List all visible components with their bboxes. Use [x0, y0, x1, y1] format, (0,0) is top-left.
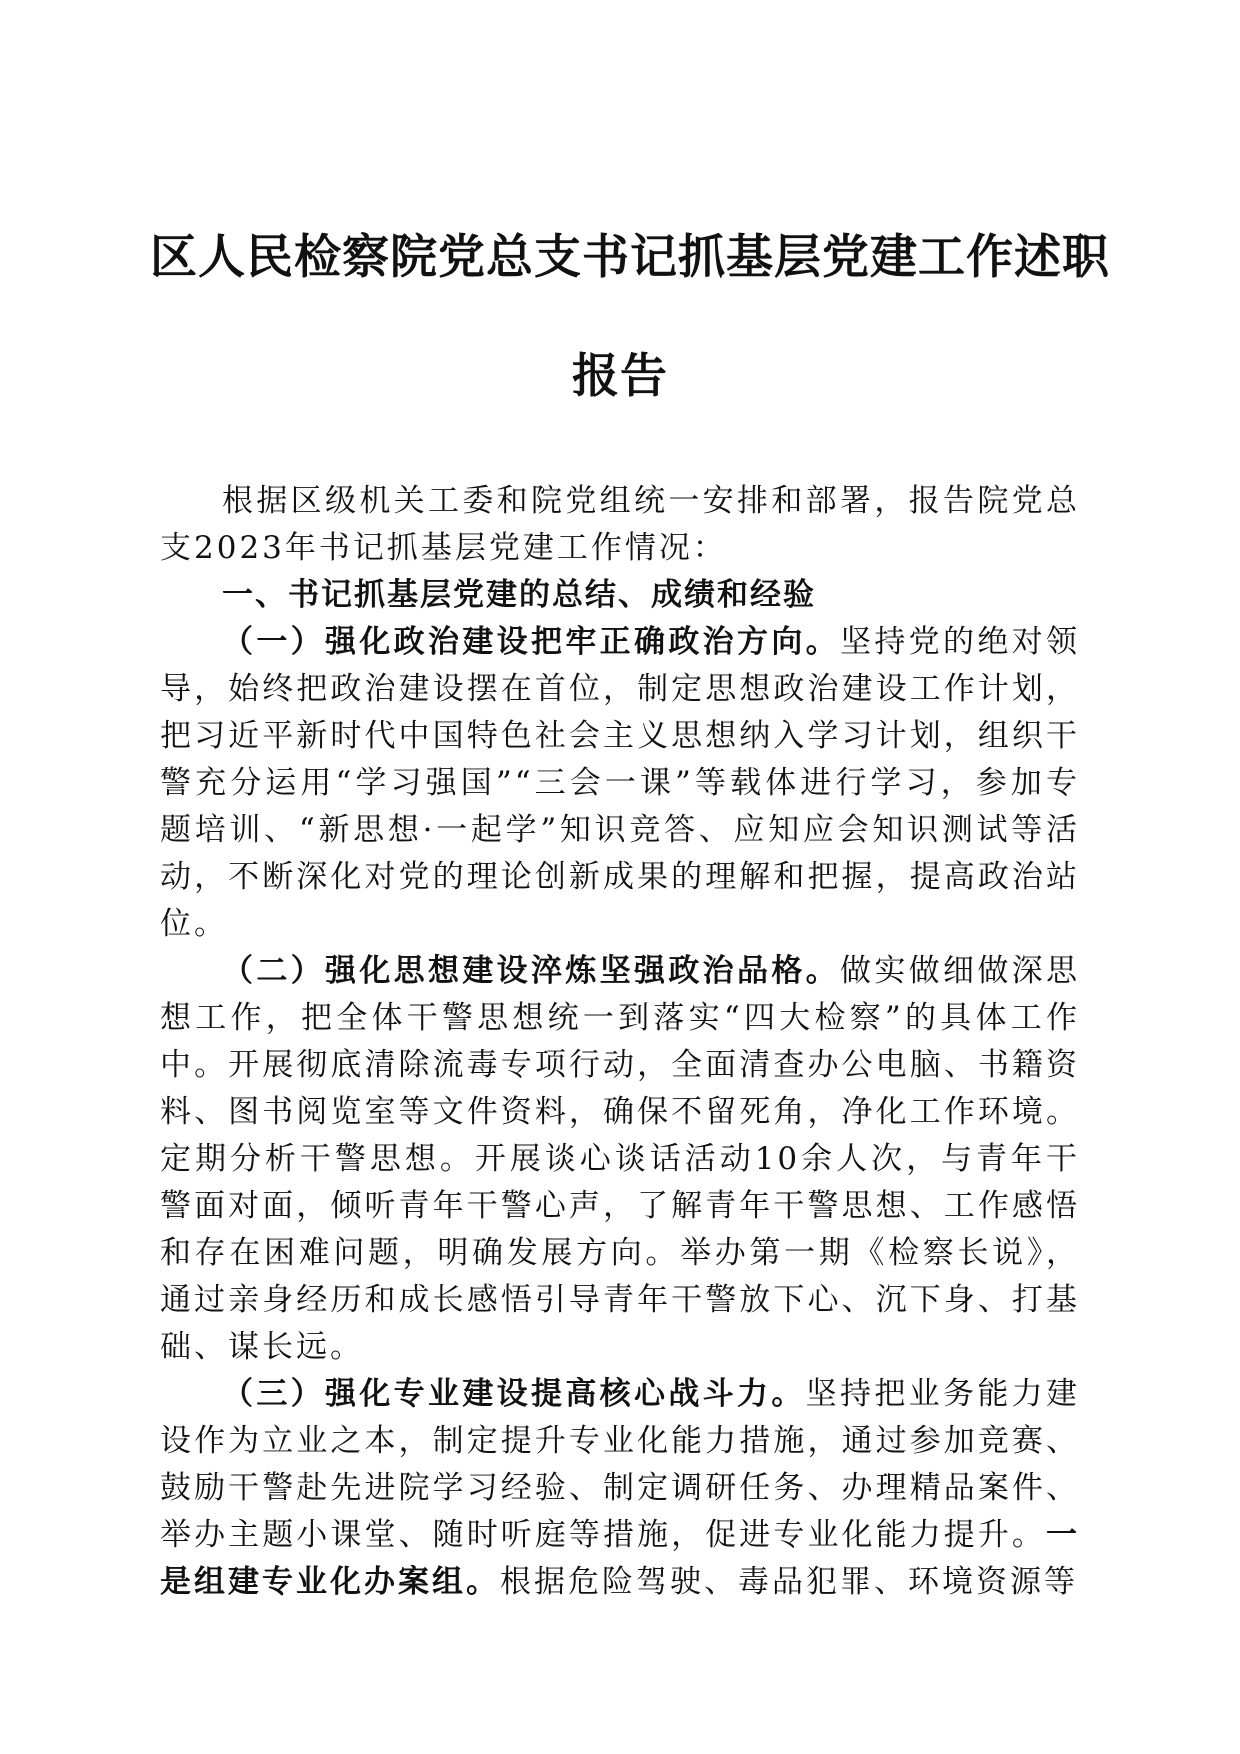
- paragraph-text: 坚持党的绝对领导，始终把政治建设摆在首位，制定思想政治建设工作计划，把习近平新时代中国特色社会主义思想纳入学习计划，组织干警充分运用“学习强国”“三会一课”等载体进行学习，参加专题培训、“新思想·一起学”知识竞答、应知应会知识测试等活动，不断深化对党的理论创新成果的理解和把握，提高政治站位。: [160, 624, 1080, 942]
- document-title-line-2: 报告: [572, 349, 668, 404]
- paragraph-lead: （一）强化政治建设把牢正确政治方向。: [222, 624, 840, 660]
- section-heading: 一、书记抓基层党建的总结、成绩和经验: [222, 577, 816, 613]
- paragraph-professional-building: [160, 1371, 1080, 1606]
- paragraph-ideological-building: [160, 948, 1080, 1371]
- paragraph-lead: （三）强化专业建设提高核心战斗力。: [222, 1376, 806, 1412]
- sub-point-lead: 一是组建专业化办案组。: [160, 1517, 1080, 1600]
- document-body: [160, 478, 1080, 1606]
- paragraph-text: 做实做细做深思想工作，把全体干警思想统一到落实“四大检察”的具体工作中。开展彻底清除流毒专项行动，全面清查办公电脑、书籍资料、图书阅览室等文件资料，确保不留死角，净化工作环境。定期分析干警思想。开展谈心谈话活动10余人次，与青年干警面对面，倾听青年干警心声，了解青年干警思想、工作感悟和存在困难问题，明确发展方向。举办第一期《检察长说》，通过亲身经历和成长感悟引导青年干警放下心、沉下身、打基础、谋长远。: [160, 953, 1080, 1365]
- paragraph-text: 坚持把业务能力建设作为立业之本，制定提升专业化能力措施，通过参加竞赛、鼓励干警赴先进院学习经验、制定调研任务、办理精品案件、举办主题小课堂、随时听庭等措施，促进专业化能力提升。: [160, 1376, 1081, 1553]
- intro-paragraph: 根据区级机关工委和院党组统一安排和部署，报告院党总支2023年书记抓基层党建工作情况：: [160, 483, 1080, 566]
- sub-point-text: 根据危险驾驶、毒品犯罪、环境资源等: [500, 1564, 1078, 1600]
- paragraph-political-building: [160, 619, 1080, 948]
- paragraph-lead: （二）强化思想建设淬炼坚强政治品格。: [222, 953, 840, 989]
- document-title-line-1: 区人民检察院党总支书记抓基层党建工作述职: [150, 230, 1110, 285]
